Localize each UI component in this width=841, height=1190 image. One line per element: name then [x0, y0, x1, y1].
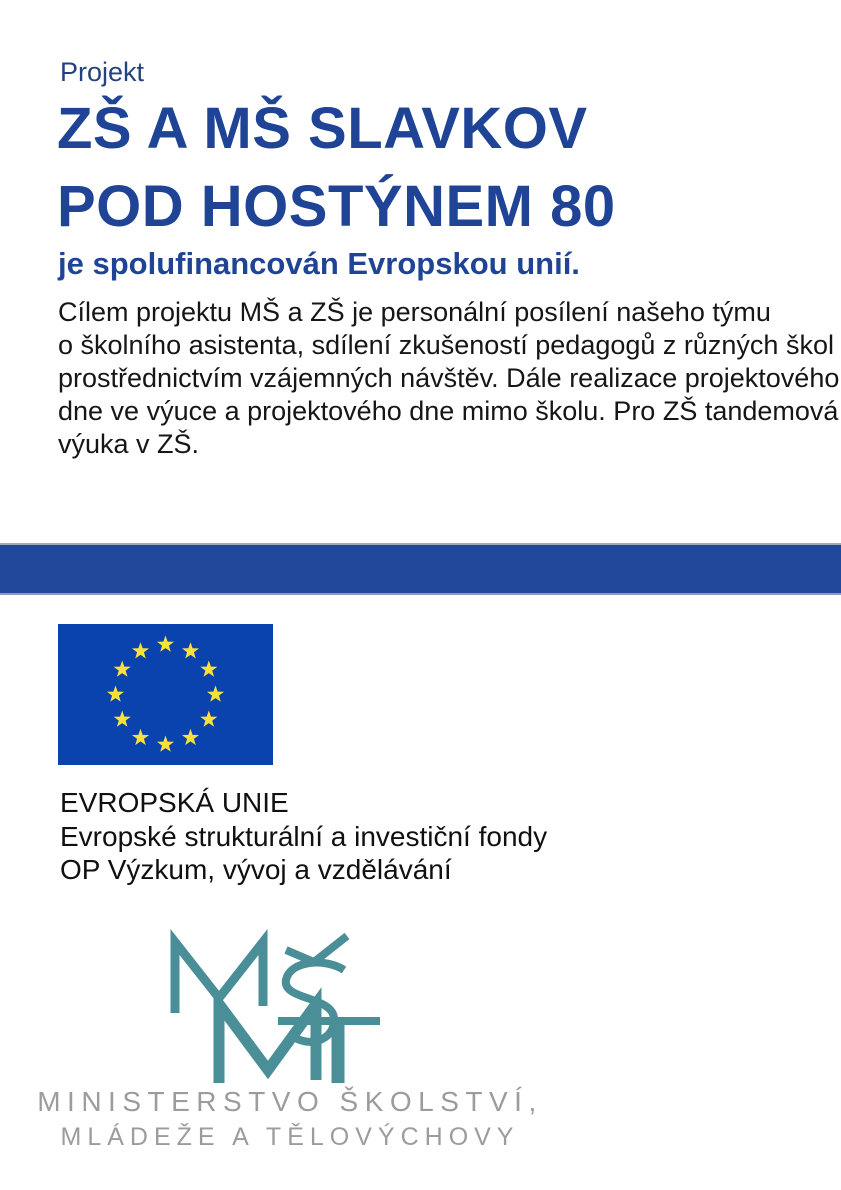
description-line: dne ve výuce a projektového dne mimo školu. Pro ZŠ tandemová: [58, 396, 839, 426]
project-title: [57, 90, 616, 246]
project-description: [58, 296, 839, 461]
eu-program-label: OP Výzkum, vývoj a vzdělávání: [60, 854, 452, 885]
description-line: výuka v ZŠ.: [58, 429, 200, 459]
description-line: prostřednictvím vzájemných návštěv. Dále realizace projektového: [58, 363, 840, 393]
project-subtitle: je spolufinancován Evropskou unií.: [58, 246, 580, 281]
eu-text-block: [60, 786, 547, 887]
eu-flag-image: [58, 624, 273, 765]
project-title-line-2: POD HOSTÝNEM 80: [57, 174, 616, 239]
ministry-name-line-2: MLÁDEŽE A TĚLOVÝCHOVY: [60, 1123, 520, 1151]
eu-union-label: EVROPSKÁ UNIE: [60, 787, 289, 818]
ministry-name: [20, 1086, 560, 1152]
blue-divider-bar: [0, 543, 841, 595]
project-title-line-1: ZŠ A MŠ SLAVKOV: [57, 96, 588, 161]
monogram-caron: [286, 936, 347, 962]
project-kicker: Projekt: [60, 57, 145, 87]
eu-funds-label: Evropské strukturální a investiční fondy: [60, 820, 548, 852]
description-line: o školního asistenta, sdílení zkušeností pedagogů z různých škol: [58, 330, 834, 360]
msmt-logo: [168, 928, 383, 1088]
description-line: Cílem projektu MŠ a ZŠ je personální posílení našeho týmu: [58, 297, 771, 327]
ministry-name-line-1: MINISTERSTVO ŠKOLSTVÍ,: [37, 1086, 543, 1117]
